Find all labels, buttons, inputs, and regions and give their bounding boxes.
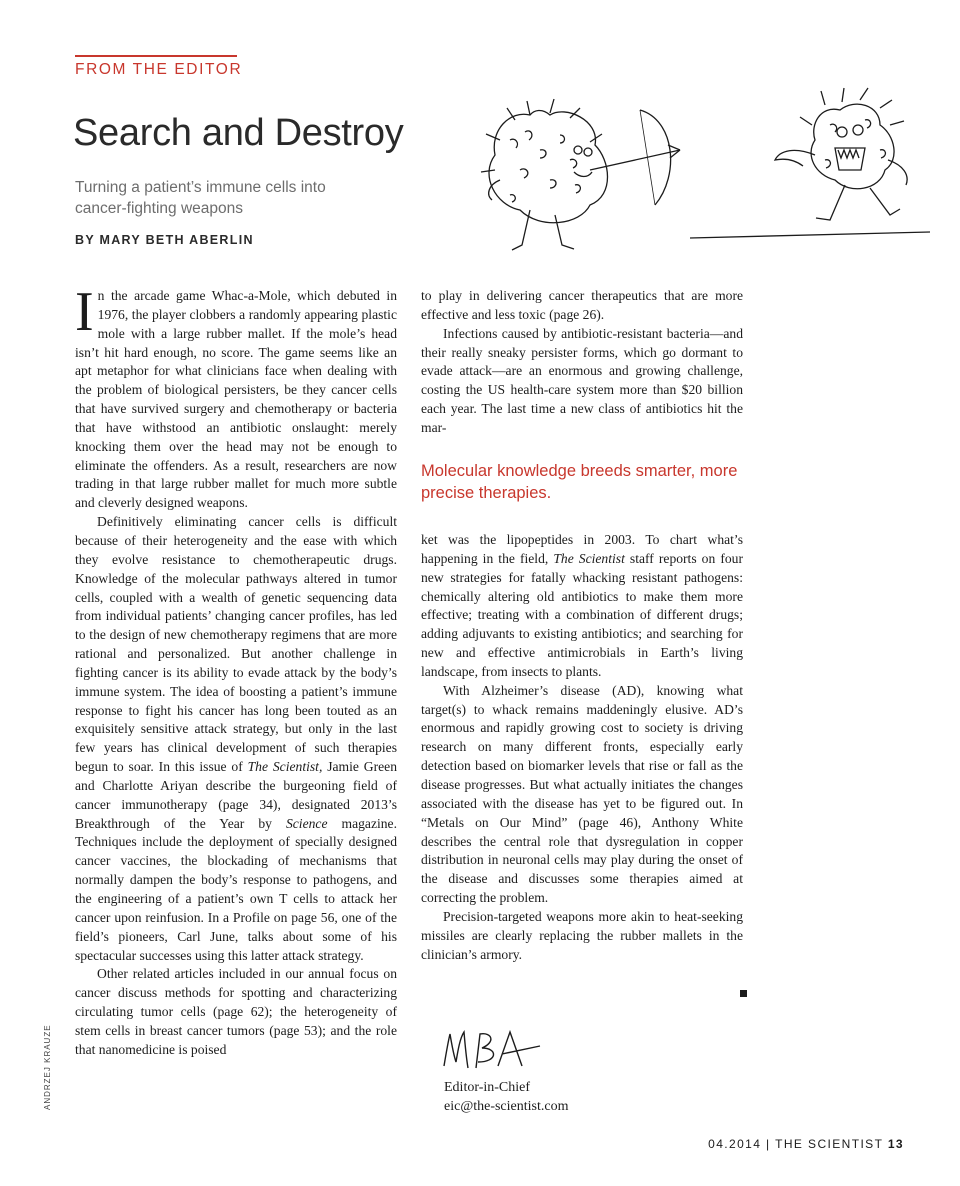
publication-title: The Scientist, — [247, 759, 323, 775]
publication-name: THE SCIENTIST — [775, 1137, 884, 1151]
article-column-right-bottom — [421, 531, 743, 964]
illustration-credit: ANDRZEJ KRAUZE — [43, 1024, 52, 1110]
paragraph-6: Precision-targeted weapons more akin to heat-seeking missiles are clearly replacing the rubber mallets in the clinician’s armory. — [421, 908, 743, 962]
issue-date: 04.2014 — [708, 1137, 762, 1151]
cartoon-illustration — [470, 80, 930, 260]
publication-title: Science — [285, 815, 328, 831]
article-column-right-top — [421, 287, 743, 438]
signature — [440, 1026, 550, 1074]
paragraph-4-text: ket was the lipopeptides in 2003. To chart what’s happening in the field, — [421, 532, 743, 566]
page-footer — [708, 1137, 904, 1151]
paragraph-3: Other related articles included in our annual focus on cancer discuss methods for spotting and characterizing circulating tumor cells (page 62); the heterogeneity of stem cells in breast cancer tumors (page 53); and the role that nanomedicine is poised — [75, 966, 397, 1057]
paragraph-4-text: staff reports on four new strategies for fatally whacking resistant pathogens: chemically altering old antibiotics to make them more effective; treating with a combination of different drugs; adding adjuvants to existing antibiotics; and searching for new and effective antimicrobials in Earth’s living landscape, from insects to plants. — [421, 550, 743, 679]
article-column-left — [75, 281, 397, 1060]
paragraph-2-text: Jamie Green and Charlotte Ariyan describe the burgeoning field of cancer immunotherapy (page 34), designated 2013’s Breakthrough of the Year by — [75, 759, 397, 831]
signature-title: Editor-in-Chief — [444, 1080, 531, 1095]
footer-separator: | — [766, 1137, 771, 1151]
paragraph-5: With Alzheimer’s disease (AD), knowing what target(s) to whack remains maddeningly elusive. AD’s enormous and rapidly growing cost to society is driving research on many different fronts, especially early detection based on biomarker levels that rise or fall as the disease progresses. But what actually initiates the changes associated with the disease has yet to be figured out. In “Metals on Our Mind” (page 46), Anthony White describes the central role that dysregulation in copper distribution in neuronal cells may play during the onset of the disease and discusses some therapies aimed at correcting the problem. — [421, 682, 743, 906]
pull-quote: Molecular knowledge breeds smarter, more precise therapies. — [421, 462, 738, 502]
paragraph-3-continued: to play in delivering cancer therapeutics that are more effective and less toxic (page 26). — [421, 288, 743, 322]
paragraph-2-text: magazine. Techniques include the deployment of specially designed cancer vaccines, the blockading of mechanisms that normally dampen the body’s response to pathogens, and the engineering of a patient’s own T cells to attack her cancer upon reinfusion. In a Profile on page 56, one of the field’s pioneers, Carl June, talks about some of his spectacular successes using this latter attack strategy. — [75, 815, 397, 963]
page-number: 13 — [887, 1137, 904, 1151]
paragraph-1 — [75, 281, 397, 513]
publication-title: The Scientist — [553, 550, 625, 566]
signature-email: eic@the-scientist.com — [444, 1099, 569, 1114]
section-label: FROM THE EDITOR — [75, 61, 243, 78]
end-mark — [740, 990, 747, 997]
paragraph-4-continued — [421, 531, 743, 682]
subtitle: Turning a patient’s immune cells into cancer-fighting weapons — [75, 179, 326, 217]
paragraph-4: Infections caused by antibiotic-resistant bacteria—and their really sneaky persister forms, which go dormant to evade attack—are an enormous and growing challenge, costing the US health-care system more than $20 billion each year. The last time a new class of antibiotics hit the mar- — [421, 325, 743, 435]
paragraph-1-text: n the arcade game Whac-a-Mole, which debuted in 1976, the player clobbers a randomly appearing plastic mole with a large rubber mallet. If the mole’s head isn’t hit hard enough, no score. The game seems like an apt metaphor for what clinicians face when dealing with the problem of biological persisters, be they cancer cells that have survived surgery and chemotherapy or bacteria that have withstood an antibiotic onslaught: merely knocking them over the head may not be enough to eliminate the offenders. As a result, researchers are now trading in that large rubber mallet for much more subtle and cleverly designed weapons. — [75, 288, 397, 511]
fleeing-germ-drawing — [690, 88, 930, 238]
byline: BY MARY BETH ABERLIN — [75, 233, 254, 247]
paragraph-2-text: Definitively eliminating cancer cells is difficult because of their heterogeneity and the ease with which they evolve resistance to chemotherapeutic drugs. Knowledge of the molecular pathways altered in tumor cells, coupled with a wealth of genetic sequencing data from individual patients’ changing cancer profiles, has led to the design of new chemotherapy regimens that are more rational and personalized. But another challenge in fighting cancer is its ability to evade attack by the body’s immune system. The idea of boosting a patient’s immune response to fight his cancer has long been touted as an exquisitely sensitive attack strategy, but only in the last few years has clinical development of such therapies begun to soar. In this issue of — [75, 514, 397, 775]
section-rule — [75, 55, 237, 57]
archer-germ-drawing — [481, 99, 680, 250]
drop-cap: I — [75, 281, 94, 343]
page-title: Search and Destroy — [73, 112, 404, 154]
paragraph-2 — [75, 513, 397, 965]
